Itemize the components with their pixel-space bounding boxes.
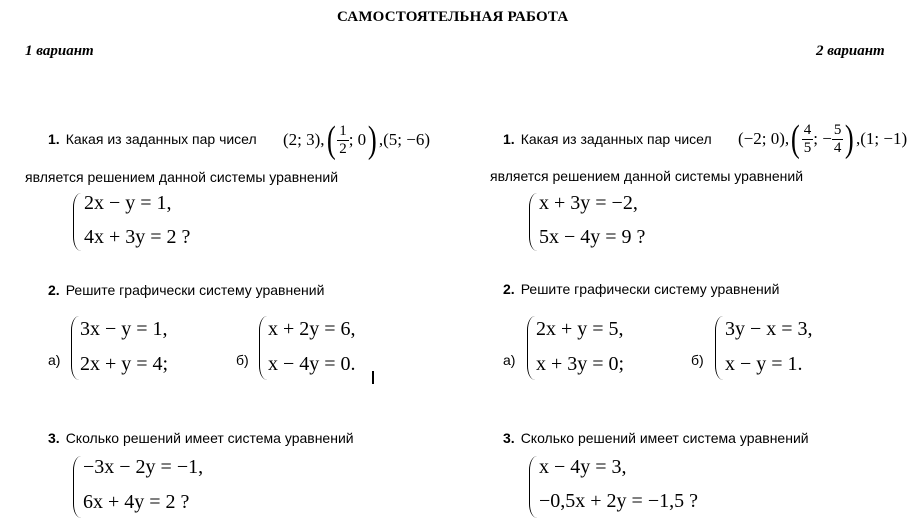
v2-task2-b-label: б) (691, 352, 704, 368)
v1-task3-text: Сколько решений имеет система уравнений (65, 430, 354, 446)
v1-task2-b-eq2: x − 4y = 0. (268, 353, 356, 375)
v1-pair2-numerator: 1 (339, 122, 347, 139)
variant-2-heading: 2 вариант (816, 43, 885, 59)
v1-task3-number: 3. (48, 430, 60, 446)
v1-pair-3: ,(5; −6) (378, 130, 430, 149)
v1-task1-pairs (283, 118, 430, 162)
v1-task1-text2: является решением данной системы уравнений (25, 169, 339, 185)
v1-pair2-rest: ; 0 (348, 130, 367, 149)
v2-pair2-fraction-1 (802, 122, 814, 157)
v1-task2-text: Решите графически систему уравнений (65, 282, 325, 298)
v2-task2-a-label: а) (503, 352, 516, 368)
v1-task3-eq2: 6x + 4y = 2 ? (83, 491, 190, 513)
v2-pair2-numerator-1: 4 (803, 121, 812, 138)
v1-pair2-close-paren: ) (368, 119, 377, 161)
v1-task2-b-label: б) (236, 352, 249, 368)
v1-task2-a-eq1: 3x − y = 1, (80, 318, 168, 340)
v2-pair2-denominator-2: 4 (833, 139, 842, 156)
v1-task2-a-label: а) (48, 352, 61, 368)
v2-task2-a-eq2: x + 3y = 0; (536, 353, 625, 375)
v1-task1-text: Какая из заданных пар чисел (65, 131, 257, 147)
v2-task2-text: Решите графически систему уравнений (520, 281, 780, 297)
v2-task1-eq1: x + 3y = −2, (539, 192, 638, 214)
v2-task2-b-eq2: x − y = 1. (725, 353, 803, 375)
v1-task1-question (48, 131, 257, 147)
v1-pair-1: (2; 3), (283, 130, 325, 149)
v2-pair-3: ,(1; −1) (856, 129, 908, 148)
v1-task1-eq1: 2x − y = 1, (84, 192, 172, 214)
v2-pair2-close-paren: ) (845, 118, 855, 160)
v1-pair2-fraction (337, 123, 349, 158)
v1-pair2-open-paren: ( (326, 119, 336, 161)
page-title: САМОСТОЯТЕЛЬНАЯ РАБОТА (337, 9, 569, 25)
v2-pair2-numerator-2: 5 (833, 121, 842, 138)
v2-task2-a-eq1: 2x + y = 5, (536, 318, 624, 340)
v1-task1-brace (73, 193, 84, 251)
variant-1-heading: 1 вариант (25, 43, 94, 59)
v2-pair2-separator: ; − (813, 129, 832, 148)
v1-task2-a-eq2: 2x + y = 4; (80, 353, 169, 375)
v2-task3-number: 3. (503, 430, 515, 446)
text-cursor (372, 371, 374, 384)
v2-pair2-denominator-1: 5 (803, 139, 812, 156)
v2-task3-eq2: −0,5x + 2y = −1,5 ? (539, 490, 698, 512)
v2-pair2-open-paren: ( (791, 118, 800, 160)
v1-task1-number: 1. (48, 131, 60, 147)
v2-task2-b-eq1: 3y − x = 3, (725, 318, 813, 340)
v2-task1-text2: является решением данной системы уравнений (490, 168, 804, 184)
v2-task3-eq1: x − 4y = 3, (539, 456, 627, 478)
v2-task1-number: 1. (503, 131, 515, 147)
v1-pair2-denominator: 2 (339, 140, 347, 157)
v1-task2-b-eq1: x + 2y = 6, (268, 318, 356, 340)
v2-task3-text: Сколько решений имеет система уравнений (520, 430, 809, 446)
v2-task1-eq2: 5x − 4y = 9 ? (539, 226, 646, 248)
v2-pair2-fraction-2 (832, 122, 844, 157)
v2-task2-question (503, 281, 779, 297)
v1-task3-eq1: −3x − 2y = −1, (83, 456, 204, 478)
v1-task2-number: 2. (48, 282, 60, 298)
v2-task3-question (503, 430, 809, 446)
v1-task1-eq2: 4x + 3y = 2 ? (84, 226, 191, 248)
v2-task2-number: 2. (503, 281, 515, 297)
v2-pair-1: (−2; 0), (738, 129, 790, 148)
v1-task2-question (48, 282, 324, 298)
v2-task1-text: Какая из заданных пар чисел (520, 131, 712, 147)
v2-task1-pairs (738, 116, 907, 162)
v2-task1-question (503, 131, 712, 147)
v1-task3-question (48, 430, 354, 446)
